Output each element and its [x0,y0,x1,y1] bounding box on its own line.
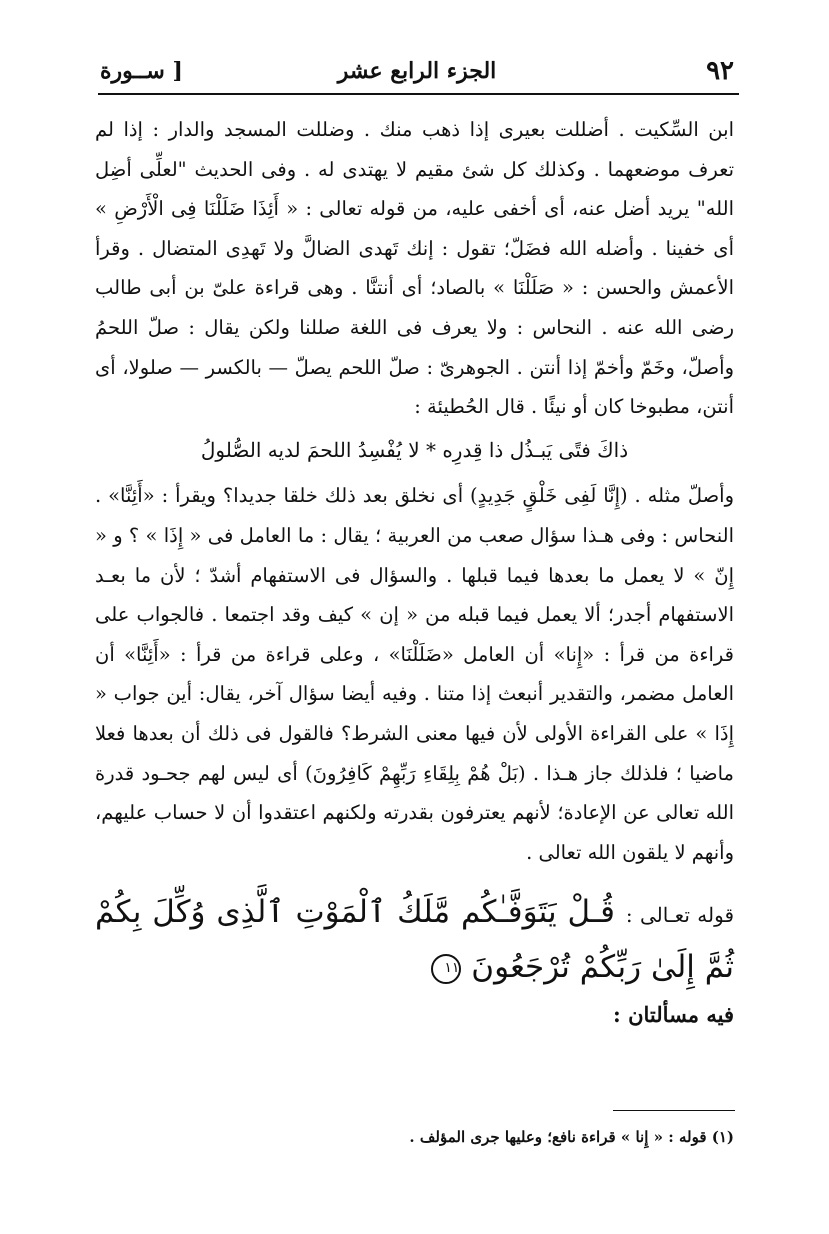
poetry-verse: ذاكَ فتًى يَبـذُل ذا قِدرِه * لا يُفْسِدُ اللحمَ لديه الصُّلولُ [200,437,629,462]
paragraph: ابن السِّكيت . أضللت بعيرى إذا ذهب منك . وضللت المسجد والدار : إذا لم تعرف موضعهما . وكذلك كل شئ مقيم لا يهتدى له . وفى الحديث "لعلِّى أضِل الله" يريد أضل عنه، أى أخفى عليه، من قوله تعالى : « أَئِذَا ضَلَلْنَا فِى الْأَرْضِ » أى خفينا . وأضله الله فضَلّ؛ تقول : إنك تَهدى الضالَّ ولا تَهدِى المتضال . وقرأ الأعمش والحسن : « صَلَلْنَا » بالصاد؛ أى أنتنَّا . وهى قراءة علىّ بن أبى طالب رضى الله عنه . النحاس : ولا يعرف فى اللغة صللنا ولكن يقال : صلّ اللحمُ وأصلّ، وخَمّ وأخمّ إذا أنتن . الجوهرىّ : صلّ اللحم يصلّ — بالكسر — صلولا، أى أنتن، مطبوخا كان أو نيئًا . قال الحُطيئة : [95,118,734,419]
page-header [100,52,734,92]
surah-heading: [ ســورة [100,58,183,84]
main-text [95,110,734,1035]
ayah-text: قُـلْ يَتَوَفَّـٰكُم مَّلَكُ ٱلْمَوْتِ ٱلَّذِى وُكِّلَ بِكُمْ ثُمَّ إِلَىٰ رَبِّكُمْ تُرْجَعُونَ [95,894,734,986]
section-heading: فيه مسألتان : [613,1002,734,1028]
ayah-intro: قوله تعـالى : [625,903,735,928]
footnote-rule [613,1110,735,1111]
running-title: الجزء الرابع عشر [337,58,497,84]
ayah-number-marker: ١١ [431,954,461,984]
page-number: ٩٢ [706,56,734,86]
paragraph: وأصلّ مثله . (إِنَّا لَفِى خَلْقٍ جَدِيدٍ) أى نخلق بعد ذلك خلقا جديدا؟ ويقرأ : «أَئِنَّا» . النحاس : وفى هـذا سؤال صعب من العربية ؛ يقال : ما العامل فى « إِذَا » ؟ و « إِنّ » لا يعمل ما بعدها فيما قبلها . والسؤال فى الاستفهام أشدّ ؛ لأن ما بعـد الاستفهام أجدر؛ ألا يعمل فيما قبله من « إن » كيف وقد اجتمعا . فالجواب على قراءة من قرأ : «إِنا» أن العامل «ضَلَلْنَا» ، وعلى قراءة من قرأ : «أَئِنَّا» أن العامل مضمر، والتقدير أنبعث إذا متنا . وفيه أيضا سؤال آخر، يقال: أين جواب « إِذَا » على القراءة الأولى لأن فيها معنى الشرط؟ فالقول فى ذلك أن بعدها فعلا ماضيا ؛ فلذلك جاز هـذا . (بَلْ هُمْ بِلِقَاءِ رَبِّهِمْ كَافِرُونَ) أى ليس لهم جحـود قدرة الله تعالى عن الإعادة؛ لأنهم يعترفون بقدرته ولكنهم اعتقدوا أن لا حساب عليهم، وأنهم لا يلقون الله تعالى . [95,484,734,864]
header-rule [98,93,739,95]
footnote: (١) قوله : « إِنا » قراءة نافع؛ وعليها جرى المؤلف . [409,1128,734,1146]
quran-ayah [95,886,734,993]
